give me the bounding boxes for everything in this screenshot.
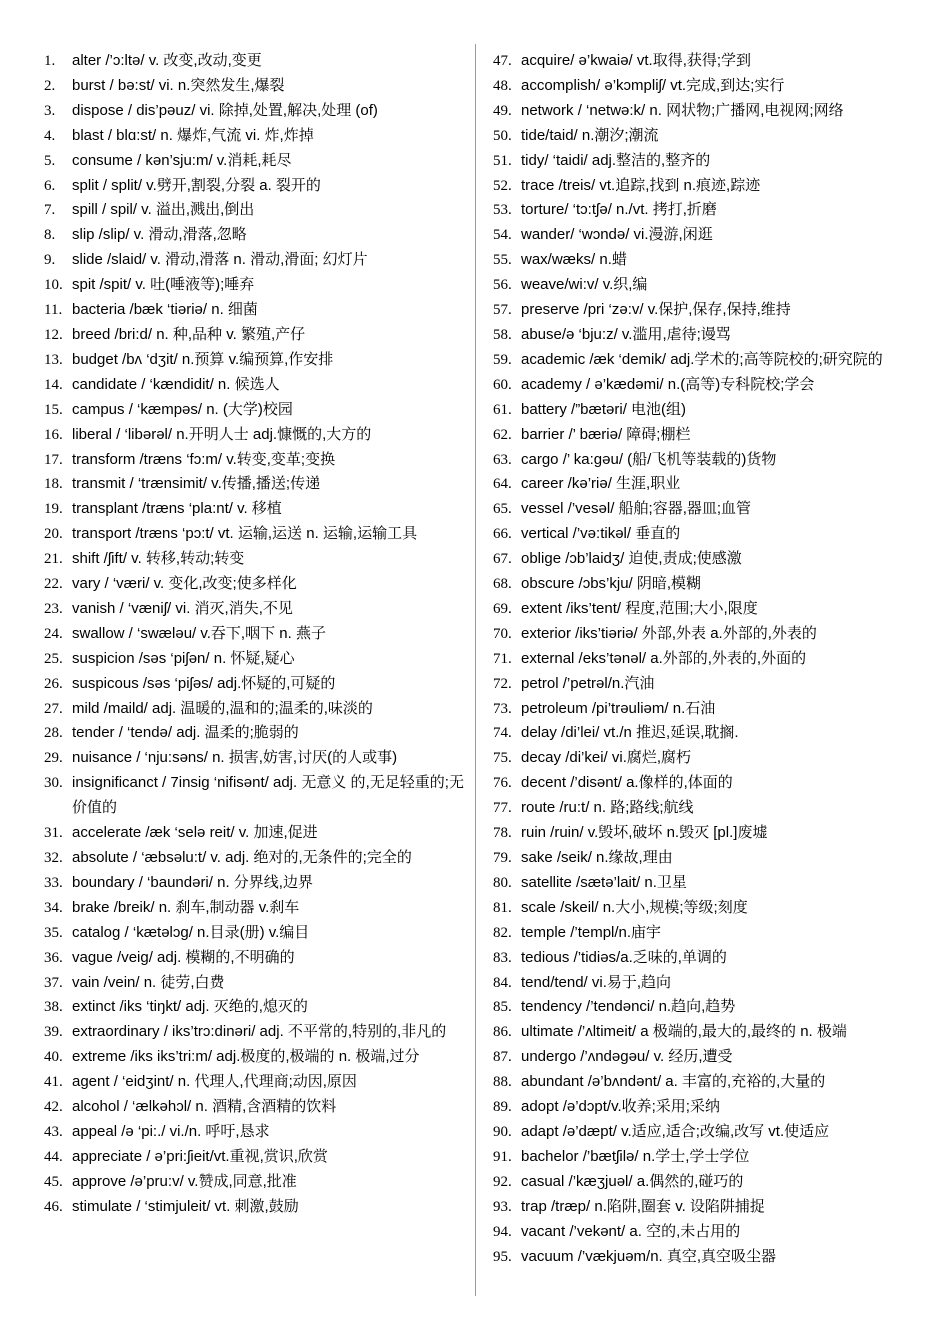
entry-text: exterior /iks’tiəriə/ 外部,外表 a.外部的,外表的 — [521, 624, 817, 642]
entry-text: slip /slip/ v. 滑动,滑落,忽略 — [72, 226, 247, 244]
vocabulary-entry — [44, 672, 464, 697]
vocabulary-entry — [44, 572, 464, 597]
entry-number: 55. — [493, 252, 512, 269]
vocabulary-entry — [44, 946, 464, 971]
entry-number: 66. — [493, 526, 512, 543]
vocabulary-entry — [493, 921, 913, 946]
entry-text: oblige /ɔb’laidʒ/ 迫使,责成;使感激 — [521, 550, 742, 568]
vocabulary-entry — [44, 522, 464, 547]
vocabulary-entry — [493, 398, 913, 423]
entry-text: tedious /’tidiəs/a.乏味的,单调的 — [521, 948, 727, 966]
vocabulary-entry — [44, 49, 464, 74]
entry-number: 89. — [493, 1099, 512, 1116]
vocabulary-entry — [493, 497, 913, 522]
vocabulary-entry — [44, 373, 464, 398]
vocabulary-entry — [493, 522, 913, 547]
vocabulary-entry — [493, 1220, 913, 1245]
entry-text: alter /’ɔ:ltə/ v. 改变,改动,变更 — [72, 52, 262, 69]
entry-number: 73. — [493, 700, 512, 717]
entry-text: petrol /’petrəl/n.汽油 — [521, 674, 655, 692]
entry-text: trap /træp/ n.陷阱,圈套 v. 设陷阱捕捉 — [521, 1197, 765, 1215]
entry-number: 36. — [44, 949, 63, 966]
vocabulary-entry — [493, 348, 913, 373]
entry-number: 24. — [44, 625, 63, 642]
entry-number: 56. — [493, 277, 512, 294]
entry-text: stimulate / ‘stimjuleit/ vt. 刺激,鼓励 — [72, 1197, 299, 1215]
vocabulary-entry — [493, 149, 913, 174]
entry-text: extraordinary / iks’trɔ:dinəri/ adj. 不平常的,特别的,非凡的 — [72, 1023, 447, 1041]
entry-text: vessel /’vesəl/ 船舶;容器,器皿;血管 — [521, 500, 752, 518]
entry-text: dispose / dis’pəuz/ vi. 除掉,处置,解决,处理 (of) — [72, 101, 378, 119]
entry-number: 40. — [44, 1049, 63, 1066]
entry-number: 13. — [44, 351, 63, 368]
entry-number: 94. — [493, 1223, 512, 1240]
vocabulary-entry — [44, 771, 464, 821]
vocabulary-entry — [493, 323, 913, 348]
vocabulary-entry — [493, 1170, 913, 1195]
entry-text: abuse/ə ‘bju:z/ v.滥用,虐待;谩骂 — [521, 325, 731, 343]
entry-number: 93. — [493, 1198, 512, 1215]
vocabulary-entry — [44, 323, 464, 348]
entry-number: 64. — [493, 476, 512, 493]
entry-text: shift /ʃift/ v. 转移,转动;转变 — [72, 550, 245, 568]
entry-text: approve /ə’pru:v/ v.赞成,同意,批准 — [72, 1172, 297, 1190]
entry-text: appreciate / ə’pri:ʃieit/vt.重视,赏识,欣赏 — [72, 1147, 328, 1165]
entry-number: 37. — [44, 974, 63, 991]
entry-text: candidate / ‘kændidit/ n. 候选人 — [72, 375, 280, 393]
vocabulary-entry — [493, 721, 913, 746]
entry-text: tendency /’tendənci/ n.趋向,趋势 — [521, 998, 736, 1016]
entry-number: 34. — [44, 899, 63, 916]
vocabulary-entry — [493, 1145, 913, 1170]
entry-number: 5. — [44, 152, 56, 169]
entry-number: 41. — [44, 1074, 63, 1091]
vocabulary-entry — [44, 1070, 464, 1095]
entry-number: 30. — [44, 775, 63, 792]
vocabulary-list-left — [44, 49, 464, 1220]
vocabulary-entry — [44, 896, 464, 921]
vocabulary-entry — [44, 597, 464, 622]
entry-text: blast / blɑ:st/ n. 爆炸,气流 vi. 炸,炸掉 — [72, 126, 314, 144]
entry-text: catalog / ‘kætəlɔg/ n.目录(册) v.编目 — [72, 923, 310, 941]
entry-text: spit /spit/ v. 吐(唾液等);唾弃 — [72, 276, 255, 294]
vocabulary-entry — [44, 1020, 464, 1045]
vocabulary-entry — [493, 971, 913, 996]
vocabulary-entry — [493, 472, 913, 497]
entry-text: insignificanct / 7insig ‘nifisənt/ adj. 无意义 的,无足轻重的;无价值的 — [72, 774, 464, 817]
vocabulary-entry — [493, 1195, 913, 1220]
entry-text: tend/tend/ vi.易于,趋向 — [521, 973, 672, 991]
entry-text: campus / ‘kæmpəs/ n. (大学)校园 — [72, 400, 293, 418]
vocabulary-entry — [44, 746, 464, 771]
entry-number: 48. — [493, 77, 512, 94]
entry-number: 72. — [493, 675, 512, 692]
entry-text: casual /’kæʒjuəl/ a.偶然的,碰巧的 — [521, 1172, 744, 1190]
vocabulary-entry — [44, 99, 464, 124]
entry-number: 22. — [44, 576, 63, 593]
entry-number: 9. — [44, 252, 56, 269]
entry-number: 51. — [493, 152, 512, 169]
entry-number: 63. — [493, 451, 512, 468]
entry-text: agent / ‘eidʒint/ n. 代理人,代理商;动因,原因 — [72, 1073, 357, 1091]
vocabulary-entry — [44, 995, 464, 1020]
entry-number: 17. — [44, 451, 63, 468]
entry-number: 1. — [44, 53, 56, 69]
entry-number: 84. — [493, 974, 512, 991]
entry-text: undergo /’ʌndəgəu/ v. 经历,遭受 — [521, 1048, 733, 1066]
vocabulary-entry — [493, 373, 913, 398]
entry-text: temple /’templ/n.庙宇 — [521, 923, 662, 941]
vocabulary-entry — [44, 1095, 464, 1120]
entry-text: liberal / ‘libərəl/ n.开明人士 adj.慷慨的,大方的 — [72, 425, 372, 443]
column-divider — [475, 44, 476, 1296]
entry-number: 88. — [493, 1074, 512, 1091]
entry-number: 80. — [493, 874, 512, 891]
vocabulary-entry — [44, 846, 464, 871]
entry-number: 14. — [44, 376, 63, 393]
entry-number: 11. — [44, 302, 63, 319]
entry-number: 78. — [493, 825, 512, 842]
entry-text: vanish / ‘væniʃ/ vi. 消灭,消失,不见 — [72, 599, 293, 617]
vocabulary-entry — [493, 74, 913, 99]
entry-text: tender / ‘tendə/ adj. 温柔的;脆弱的 — [72, 724, 299, 742]
entry-text: alcohol / ‘ælkəhɔl/ n. 酒精,含酒精的饮料 — [72, 1098, 337, 1116]
entry-number: 3. — [44, 102, 56, 119]
entry-text: brake /breik/ n. 刹车,制动器 v.刹车 — [72, 898, 300, 916]
entry-text: satellite /sætə’lait/ n.卫星 — [521, 873, 687, 891]
entry-number: 4. — [44, 127, 56, 144]
vocabulary-entry — [493, 746, 913, 771]
entry-number: 68. — [493, 576, 512, 593]
vocabulary-entry — [493, 1070, 913, 1095]
entry-text: weave/wi:v/ v.织,编 — [521, 276, 648, 294]
entry-number: 67. — [493, 551, 512, 568]
entry-number: 75. — [493, 750, 512, 767]
left-column — [44, 49, 464, 1220]
entry-number: 69. — [493, 600, 512, 617]
entry-text: network / ‘netwə:k/ n. 网状物;广播网,电视网;网络 — [521, 101, 844, 119]
entry-text: bachelor /’bætʃilə/ n.学士,学士学位 — [521, 1147, 750, 1165]
entry-text: transport /træns ‘pɔ:t/ vt. 运输,运送 n. 运输,运输工具 — [72, 525, 418, 543]
entry-text: ultimate /’ʌltimeit/ a 极端的,最大的,最终的 n. 极端 — [521, 1023, 847, 1041]
vocabulary-entry — [493, 1120, 913, 1145]
vocabulary-entry — [493, 771, 913, 796]
vocabulary-entry — [44, 273, 464, 298]
entry-number: 35. — [44, 924, 63, 941]
entry-text: tidy/ ‘taidi/ adj.整洁的,整齐的 — [521, 151, 711, 169]
entry-number: 19. — [44, 501, 63, 518]
vocabulary-entry — [493, 273, 913, 298]
entry-number: 81. — [493, 899, 512, 916]
entry-text: burst / bə:st/ vi. n.突然发生,爆裂 — [72, 76, 285, 94]
vocabulary-entry — [44, 248, 464, 273]
entry-text: academy / ə’kædəmi/ n.(高等)专科院校;学会 — [521, 375, 815, 393]
entry-number: 8. — [44, 227, 56, 244]
vocabulary-entry — [44, 124, 464, 149]
entry-number: 49. — [493, 102, 512, 119]
entry-text: adapt /ə’dæpt/ v.适应,适合;改编,改写 vt.使适应 — [521, 1122, 830, 1140]
entry-number: 29. — [44, 750, 63, 767]
vocabulary-entry — [44, 497, 464, 522]
entry-text: transmit / ‘trænsimit/ v.传播,播送;传递 — [72, 475, 321, 493]
vocabulary-entry — [493, 1020, 913, 1045]
vocabulary-entry — [493, 124, 913, 149]
entry-number: 25. — [44, 650, 63, 667]
entry-number: 60. — [493, 376, 512, 393]
vocabulary-entry — [493, 846, 913, 871]
entry-number: 42. — [44, 1099, 63, 1116]
vocabulary-entry — [493, 99, 913, 124]
entry-text: vacuum /’vækjuəm/n. 真空,真空吸尘器 — [521, 1247, 777, 1265]
entry-number: 61. — [493, 401, 512, 418]
entry-number: 43. — [44, 1123, 63, 1140]
vocabulary-entry — [493, 672, 913, 697]
entry-text: extent /iks’tent/ 程度,范围;大小,限度 — [521, 599, 758, 617]
entry-number: 15. — [44, 401, 63, 418]
vocabulary-entry — [44, 74, 464, 99]
entry-number: 83. — [493, 949, 512, 966]
entry-number: 45. — [44, 1173, 63, 1190]
entry-text: budget /bʌ ‘dʒit/ n.预算 v.编预算,作安排 — [72, 350, 334, 368]
entry-text: ruin /ruin/ v.毁坏,破坏 n.毁灭 [pl.]废墟 — [521, 824, 768, 842]
entry-text: transform /træns ‘fɔ:m/ v.转变,变革;变换 — [72, 450, 336, 468]
entry-text: obscure /ɔbs’kju/ 阴暗,模糊 — [521, 575, 702, 593]
vocabulary-entry — [493, 423, 913, 448]
vocabulary-entry — [44, 697, 464, 722]
entry-text: transplant /træns ‘pla:nt/ v. 移植 — [72, 500, 282, 518]
entry-number: 44. — [44, 1148, 63, 1165]
vocabulary-entry — [493, 1095, 913, 1120]
entry-number: 12. — [44, 326, 63, 343]
entry-number: 7. — [44, 202, 56, 219]
entry-text: sake /seik/ n.缘故,理由 — [521, 849, 673, 866]
vocabulary-entry — [44, 1145, 464, 1170]
vocabulary-entry — [44, 547, 464, 572]
entry-number: 23. — [44, 600, 63, 617]
entry-number: 91. — [493, 1148, 512, 1165]
entry-text: mild /maild/ adj. 温暖的,温和的;温柔的,味淡的 — [72, 699, 373, 717]
vocabulary-entry — [493, 174, 913, 199]
entry-number: 32. — [44, 850, 63, 866]
entry-text: accelerate /æk ‘selə reit/ v. 加速,促进 — [72, 824, 318, 842]
vocabulary-entry — [493, 821, 913, 846]
entry-text: tide/taid/ n.潮汐;潮流 — [521, 126, 659, 144]
entry-number: 47. — [493, 53, 512, 69]
entry-text: abundant /ə’bʌndənt/ a. 丰富的,充裕的,大量的 — [521, 1073, 826, 1091]
entry-text: trace /treis/ vt.追踪,找到 n.痕迹,踪迹 — [521, 176, 761, 194]
entry-number: 76. — [493, 775, 512, 792]
entry-number: 28. — [44, 725, 63, 742]
entry-number: 86. — [493, 1024, 512, 1041]
vocabulary-entry — [44, 149, 464, 174]
right-column — [493, 49, 913, 1269]
entry-text: acquire/ ə’kwaiə/ vt.取得,获得;学到 — [521, 52, 752, 69]
vocabulary-entry — [44, 1120, 464, 1145]
entry-number: 31. — [44, 825, 63, 842]
entry-text: consume / kən’sju:m/ v.消耗,耗尽 — [72, 151, 292, 169]
entry-number: 92. — [493, 1173, 512, 1190]
vocabulary-entry — [44, 821, 464, 846]
vocabulary-entry — [44, 871, 464, 896]
entry-text: vacant /’vekənt/ a. 空的,未占用的 — [521, 1222, 741, 1240]
entry-text: appeal /ə ‘pi:./ vi./n. 呼吁,恳求 — [72, 1122, 270, 1140]
entry-text: swallow / ‘swæləu/ v.吞下,咽下 n. 燕子 — [72, 624, 326, 642]
entry-number: 52. — [493, 177, 512, 194]
entry-text: boundary / ‘baundəri/ n. 分界线,边界 — [72, 873, 313, 891]
vocabulary-entry — [493, 995, 913, 1020]
vocabulary-entry — [493, 547, 913, 572]
entry-number: 82. — [493, 924, 512, 941]
vocabulary-entry — [44, 721, 464, 746]
vocabulary-entry — [44, 1170, 464, 1195]
vocabulary-entry — [493, 223, 913, 248]
entry-number: 74. — [493, 725, 512, 742]
entry-text: career /kə’riə/ 生涯,职业 — [521, 475, 681, 493]
entry-number: 16. — [44, 426, 63, 443]
entry-number: 50. — [493, 127, 512, 144]
entry-number: 18. — [44, 476, 63, 493]
entry-text: absolute / ‘æbsəlu:t/ v. adj. 绝对的,无条件的;完全的 — [72, 849, 412, 866]
vocabulary-entry — [493, 796, 913, 821]
entry-text: academic /æk ‘demik/ adj.学术的;高等院校的;研究院的 — [521, 350, 883, 368]
vocabulary-entry — [493, 622, 913, 647]
entry-number: 39. — [44, 1024, 63, 1041]
entry-text: cargo /’ ka:gəu/ (船/飞机等装载的)货物 — [521, 450, 777, 468]
entry-number: 27. — [44, 700, 63, 717]
vocabulary-entry — [44, 298, 464, 323]
vocabulary-entry — [493, 647, 913, 672]
entry-number: 59. — [493, 351, 512, 368]
entry-text: decent /’disənt/ a.像样的,体面的 — [521, 774, 733, 792]
entry-number: 6. — [44, 177, 56, 194]
vocabulary-entry — [44, 398, 464, 423]
entry-number: 21. — [44, 551, 63, 568]
entry-text: suspicion /səs ‘piʃən/ n. 怀疑,疑心 — [72, 649, 295, 667]
entry-number: 46. — [44, 1198, 63, 1215]
entry-number: 87. — [493, 1049, 512, 1066]
entry-number: 79. — [493, 850, 512, 866]
entry-number: 38. — [44, 999, 63, 1016]
vocabulary-entry — [44, 348, 464, 373]
vocabulary-entry — [44, 647, 464, 672]
entry-number: 33. — [44, 874, 63, 891]
entry-text: vertical /’və:tikəl/ 垂直的 — [521, 525, 681, 543]
vocabulary-entry — [493, 448, 913, 473]
vocabulary-entry — [493, 298, 913, 323]
entry-number: 20. — [44, 526, 63, 543]
entry-text: bacteria /bæk ‘tiəriə/ n. 细菌 — [72, 301, 258, 319]
entry-text: accomplish/ ə’kɔmpliʃ/ vt.完成,到达;实行 — [521, 76, 785, 94]
entry-text: split / split/ v.劈开,割裂,分裂 a. 裂开的 — [72, 176, 321, 194]
entry-text: preserve /pri ‘zə:v/ v.保护,保存,保持,维持 — [521, 301, 791, 319]
entry-text: route /ru:t/ n. 路;路线;航线 — [521, 799, 694, 817]
vocabulary-entry — [493, 896, 913, 921]
entry-text: nuisance / ‘nju:səns/ n. 损害,妨害,讨厌(的人或事) — [72, 749, 398, 767]
vocabulary-entry — [493, 1045, 913, 1070]
entry-number: 26. — [44, 675, 63, 692]
vocabulary-entry — [44, 198, 464, 223]
entry-number: 53. — [493, 202, 512, 219]
entry-number: 77. — [493, 800, 512, 817]
vocabulary-entry — [493, 697, 913, 722]
entry-number: 57. — [493, 302, 512, 319]
vocabulary-entry — [44, 223, 464, 248]
entry-text: spill / spil/ v. 溢出,溅出,倒出 — [72, 201, 255, 219]
vocabulary-entry — [44, 1195, 464, 1220]
entry-text: vague /veig/ adj. 模糊的,不明确的 — [72, 948, 295, 966]
entry-text: wander/ ‘wɔndə/ vi.漫游,闲逛 — [521, 226, 713, 244]
vocabulary-entry — [493, 597, 913, 622]
entry-text: petroleum /pi’trəuliəm/ n.石油 — [521, 699, 716, 717]
vocabulary-entry — [44, 174, 464, 199]
entry-number: 71. — [493, 650, 512, 667]
entry-number: 65. — [493, 501, 512, 518]
vocabulary-list-right — [493, 49, 913, 1269]
entry-text: extreme /iks iks’tri:m/ adj.极度的,极端的 n. 极端,过分 — [72, 1048, 420, 1066]
vocabulary-entry — [44, 423, 464, 448]
entry-text: breed /bri:d/ n. 种,品种 v. 繁殖,产仔 — [72, 325, 306, 343]
entry-text: wax/wæks/ n.蜡 — [521, 251, 627, 269]
entry-number: 58. — [493, 326, 512, 343]
entry-text: barrier /’ bæriə/ 障碍;棚栏 — [521, 425, 691, 443]
entry-number: 62. — [493, 426, 512, 443]
vocabulary-entry — [493, 198, 913, 223]
vocabulary-entry — [493, 871, 913, 896]
entry-number: 70. — [493, 625, 512, 642]
vocabulary-entry — [44, 472, 464, 497]
vocabulary-entry — [493, 1245, 913, 1270]
entry-number: 85. — [493, 999, 512, 1016]
entry-text: vary / ‘væri/ v. 变化,改变;使多样化 — [72, 575, 297, 593]
vocabulary-entry — [44, 1045, 464, 1070]
entry-text: torture/ ‘tɔ:tʃə/ n./vt. 拷打,折磨 — [521, 201, 717, 219]
entry-number: 54. — [493, 227, 512, 244]
entry-text: vain /vein/ n. 徒劳,白费 — [72, 973, 225, 991]
entry-text: extinct /iks ‘tiŋkt/ adj. 灭绝的,熄灭的 — [72, 998, 308, 1016]
entry-text: suspicous /səs ‘piʃəs/ adj.怀疑的,可疑的 — [72, 674, 336, 692]
vocabulary-entry — [44, 448, 464, 473]
vocabulary-entry — [493, 572, 913, 597]
entry-text: scale /skeil/ n.大小,规模;等级;刻度 — [521, 898, 748, 916]
entry-number: 95. — [493, 1248, 512, 1265]
entry-number: 2. — [44, 77, 56, 94]
vocabulary-entry — [44, 971, 464, 996]
vocabulary-entry — [44, 921, 464, 946]
entry-text: battery /”bætəri/ 电池(组) — [521, 400, 687, 418]
entry-text: decay /di’kei/ vi.腐烂,腐朽 — [521, 749, 692, 767]
entry-text: external /eks’tənəl/ a.外部的,外表的,外面的 — [521, 649, 807, 667]
vocabulary-entry — [493, 248, 913, 273]
vocabulary-entry — [493, 946, 913, 971]
entry-number: 10. — [44, 277, 63, 294]
entry-number: 90. — [493, 1123, 512, 1140]
vocabulary-entry — [493, 49, 913, 74]
vocabulary-entry — [44, 622, 464, 647]
entry-text: slide /slaid/ v. 滑动,滑落 n. 滑动,滑面; 幻灯片 — [72, 251, 368, 269]
entry-text: adopt /ə’dɔpt/v.收养;采用;采纳 — [521, 1098, 720, 1116]
entry-text: delay /di’lei/ vt./n 推迟,延误,耽搁. — [521, 724, 739, 742]
